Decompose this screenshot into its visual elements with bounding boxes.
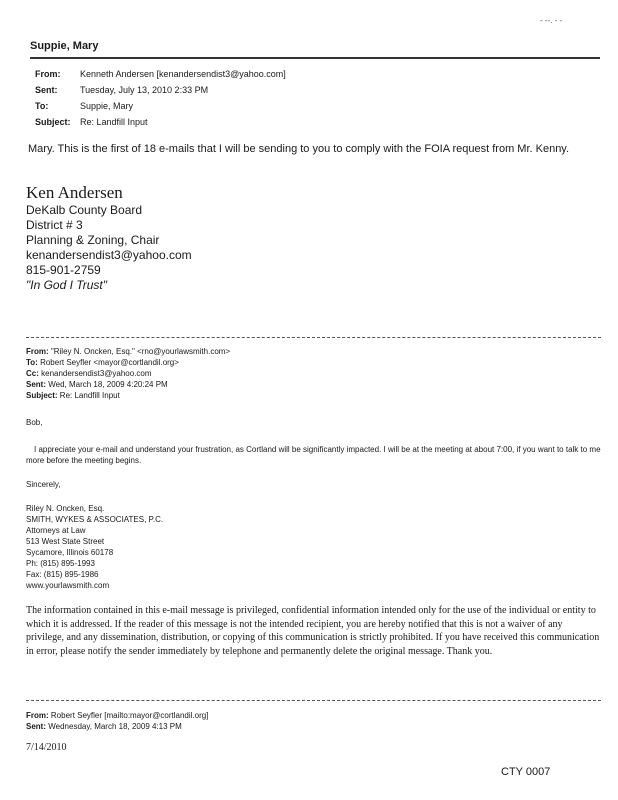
cc-value: kenandersendist3@yahoo.com — [41, 369, 152, 378]
sent-label: Sent: — [26, 380, 46, 389]
page-id: CTY 0007 — [501, 766, 551, 778]
sig-city: Sycamore, Illinois 60178 — [26, 548, 114, 557]
sig-name: Riley N. Oncken, Esq. — [26, 504, 105, 513]
sig-fax: Fax: (815) 895-1986 — [26, 570, 99, 579]
separator-line-2 — [26, 700, 601, 701]
subject-label: Subject: — [35, 117, 71, 127]
sig-phone: Ph: (815) 895-1993 — [26, 559, 95, 568]
signature-line1: DeKalb County Board — [26, 203, 143, 217]
sent-value: Tuesday, July 13, 2010 2:33 PM — [80, 85, 209, 95]
recipient-name: Suppie, Mary — [30, 40, 99, 52]
signature-motto: "In God I Trust" — [26, 278, 107, 292]
first-email-body: Mary. This is the first of 18 e-mails that I will be sending to you to comply with the FOIA request from Mr. Kenny. — [28, 143, 570, 155]
separator-line — [26, 337, 601, 338]
sig-website: www.yourlawsmith.com — [26, 581, 110, 590]
legal-disclaimer: The information contained in this e-mail message is privileged, confidential information intended only for the use of the individual or entity to which it is addressed. If the reader of this message is not the intended recipient, you are hereby notified that this is not a waiver of any privilege, and any dissemination, distribution, or copying of this communication is strictly prohibited. If you have received this communication in error, please notify the sender immediately by telephone and permanently delete the original message. Thank you. — [26, 605, 600, 657]
from-label: From: — [35, 69, 61, 79]
sent-label: Sent: — [35, 85, 58, 95]
subject-label: Subject: — [26, 391, 58, 400]
signature-email: kenandersendist3@yahoo.com — [26, 248, 192, 262]
from-label: From: — [26, 347, 49, 356]
sig-title: Attorneys at Law — [26, 526, 86, 535]
closing: Sincerely, — [26, 480, 61, 489]
signature-line2: District # 3 — [26, 218, 83, 232]
cc-label: Cc: — [26, 369, 39, 378]
sig-street: 513 West State Street — [26, 537, 105, 546]
subject-value: Re: Landfill Input — [59, 391, 120, 400]
sent-label: Sent: — [26, 722, 46, 731]
from-value: "Riley N. Oncken, Esq." <rno@yourlawsmith.com> — [50, 347, 231, 356]
sig-firm: SMITH, WYKES & ASSOCIATES, P.C. — [26, 515, 164, 524]
print-date: 7/14/2010 — [26, 742, 67, 753]
to-value: Robert Seyfler <mayor@cortlandil.org> — [40, 358, 179, 367]
scan-marks: - --. - - — [540, 16, 563, 25]
signature-name: Ken Andersen — [26, 183, 123, 202]
greeting: Bob, — [26, 418, 43, 427]
to-value: Suppie, Mary — [80, 101, 134, 111]
from-value: Kenneth Andersen [kenandersendist3@yahoo.com] — [80, 69, 286, 79]
to-label: To: — [26, 358, 38, 367]
signature-phone: 815-901-2759 — [26, 263, 101, 277]
from-value: Robert Seyfler [mailto:mayor@cortlandil.org] — [50, 711, 209, 720]
sent-value: Wed, March 18, 2009 4:20:24 PM — [48, 380, 168, 389]
to-label: To: — [35, 101, 49, 111]
second-email-body: I appreciate your e-mail and understand your frustration, as Cortland will be significantly impacted. I will be at the meeting at about 7:00, if you want to talk to me more before the meeting begins. — [26, 445, 601, 465]
subject-value: Re: Landfill Input — [80, 117, 148, 127]
sent-value: Wednesday, March 18, 2009 4:13 PM — [48, 722, 182, 731]
header-rule — [30, 57, 600, 59]
signature-line3: Planning & Zoning, Chair — [26, 233, 160, 247]
from-label: From: — [26, 711, 49, 720]
